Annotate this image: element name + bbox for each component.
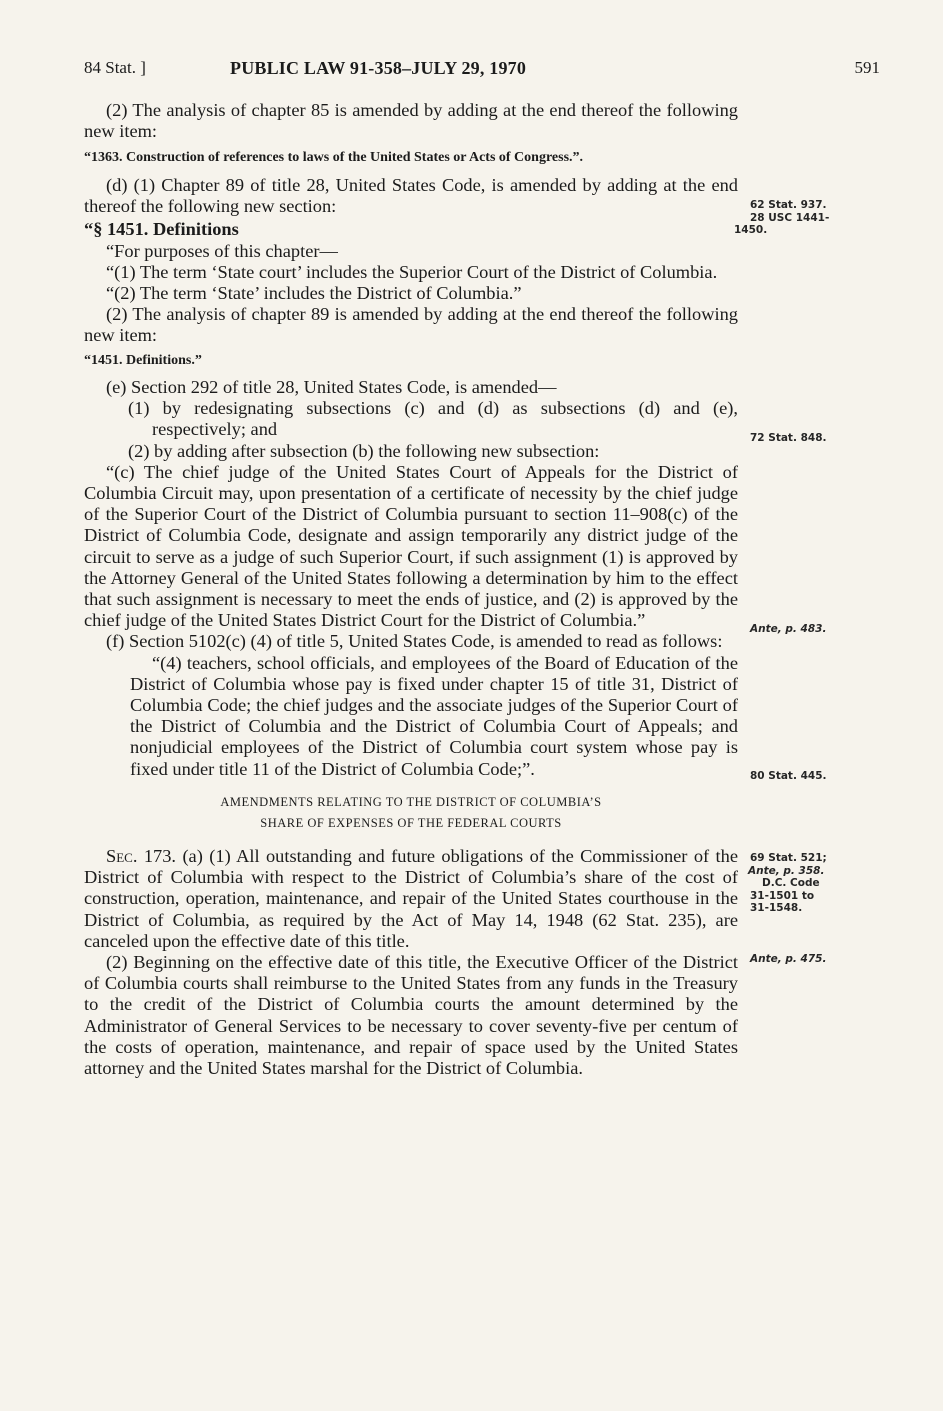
section-1451-heading: “§ 1451. Definitions [84,219,239,240]
margin-note-line: 69 Stat. 521; [750,852,827,864]
margin-note-line: Ante, p. 475. [750,953,827,965]
margin-note-line: 31-1548. [750,902,803,914]
margin-note-line: D.C. Code [762,877,820,889]
page-header [84,58,880,84]
amendments-heading-line2: SHARE OF EXPENSES OF THE FEDERAL COURTS [260,815,562,830]
paragraph-sec-173-a [84,846,738,952]
amendments-heading-line1: AMENDMENTS RELATING TO THE DISTRICT OF COLUMBIA’S [220,794,602,809]
paragraph-purposes: “For purposes of this chapter— [106,240,338,261]
paragraph-subsection-d: (d) (1) Chapter 89 of title 28, United States Code, is amended by adding at the end thereof the following new section: [84,174,738,217]
sec-173-a-text: (a) (1) All outstanding and future obligations of the Commissioner of the District of Columbia with respect to the District of Columbia’s share of the cost of construction, operation, maintenance, and repair of the United States courthouse in the District of Columbia, as required by the Act of May 14, 1948 (62 Stat. 235), are canceled upon the effective date of this title. [84,845,739,951]
stat-reference: 84 Stat. ] [84,58,146,77]
margin-note-line: 28 USC 1441- [750,211,830,224]
margin-note-line: 31-1501 to [750,889,815,902]
paragraph-analysis-ch85: (2) The analysis of chapter 85 is amended by adding at the end thereof the following new item: [84,100,738,142]
margin-note-62-stat [734,199,860,237]
page-number: 591 [854,58,880,77]
margin-note-72-stat [750,432,860,445]
main-text [84,100,738,1079]
paragraph-adding: (2) by adding after subsection (b) the following new subsection: [128,440,600,461]
paragraph-redesignating: (1) by redesignating subsections (c) and (d) as subsections (d) and (e), respectively; and [128,398,738,440]
quoted-item-1451: “1451. Definitions.” [84,352,202,368]
paragraph-analysis-ch89: (2) The analysis of chapter 89 is amended by adding at the end thereof the following new item: [84,304,738,346]
paragraph-subsection-f: (f) Section 5102(c) (4) of title 5, United States Code, is amended to read as follows: [106,631,723,652]
paragraph-state-court: “(1) The term ‘State court’ includes the Superior Court of the District of Columbia. [106,261,718,282]
margin-note-line: 62 Stat. 937. [750,199,827,211]
margin-note-line: 1450. [734,224,768,236]
spacer [84,834,738,846]
paragraph-sec-173-a2: (2) Beginning on the effective date of this title, the Executive Officer of the District of Columbia courts shall reimburse to the United States from any funds in the Treasury to the credit of the District of Columbia courts the amount determined by the Administrator of General Services to be necessary to cover seventy-five per centum of the costs of operation, maintenance, and repair of space used by the United States attorney and the United States marshal for the District of Columbia. [84,951,738,1078]
section-label: Sec. 173. [106,845,177,866]
margin-note-line: Ante, p. 358. [748,864,825,877]
margin-note-line: 72 Stat. 848. [750,432,827,444]
margin-note-80-stat [750,770,860,783]
margin-note-69-stat [750,852,860,915]
paragraph-teachers: “(4) teachers, school officials, and employees of the Board of Education of the District of Columbia whose pay is fixed under chapter 15 of title 31, District of Columbia Code; the chief judges and the associate judges of the Superior Court of the District of Columbia and the District of Columbia Court of Appeals; and nonjudicial employees of the District of Columbia court system whose pay is fixed under title 11 of the District of Columbia Code;”. [130,652,738,779]
paragraph-state: “(2) The term ‘State’ includes the District of Columbia.” [106,282,522,303]
page-title: PUBLIC LAW 91-358–JULY 29, 1970 [230,58,527,78]
margin-note-line: 80 Stat. 445. [750,770,827,782]
margin-note-ante-483 [750,623,860,636]
paragraph-subsection-e: (e) Section 292 of title 28, United States Code, is amended— [106,377,557,398]
paragraph-chief-judge: “(c) The chief judge of the United States Court of Appeals for the District of Columbia Circuit may, upon presentation of a certificate of necessity by the chief judge of the Superior Court of the District of Columbia pursuant to section 11–908(c) of the District of Columbia Code, designate and assign temporarily any district judge of the circuit to serve as a judge of such Superior Court, if such assignment (1) is approved by the Attorney General of the United States following a determination by him to the effect that such assignment is necessary to meet the ends of justice, and (2) is approved by the chief judge of the United States District Court for the District of Columbia.” [84,461,738,631]
spacer [84,780,738,792]
margin-note-line: Ante, p. 483. [750,623,827,635]
margin-note-ante-475 [750,953,860,966]
quoted-item-1363: “1363. Construction of references to laws of the United States or Acts of Congress.”. [84,150,584,166]
